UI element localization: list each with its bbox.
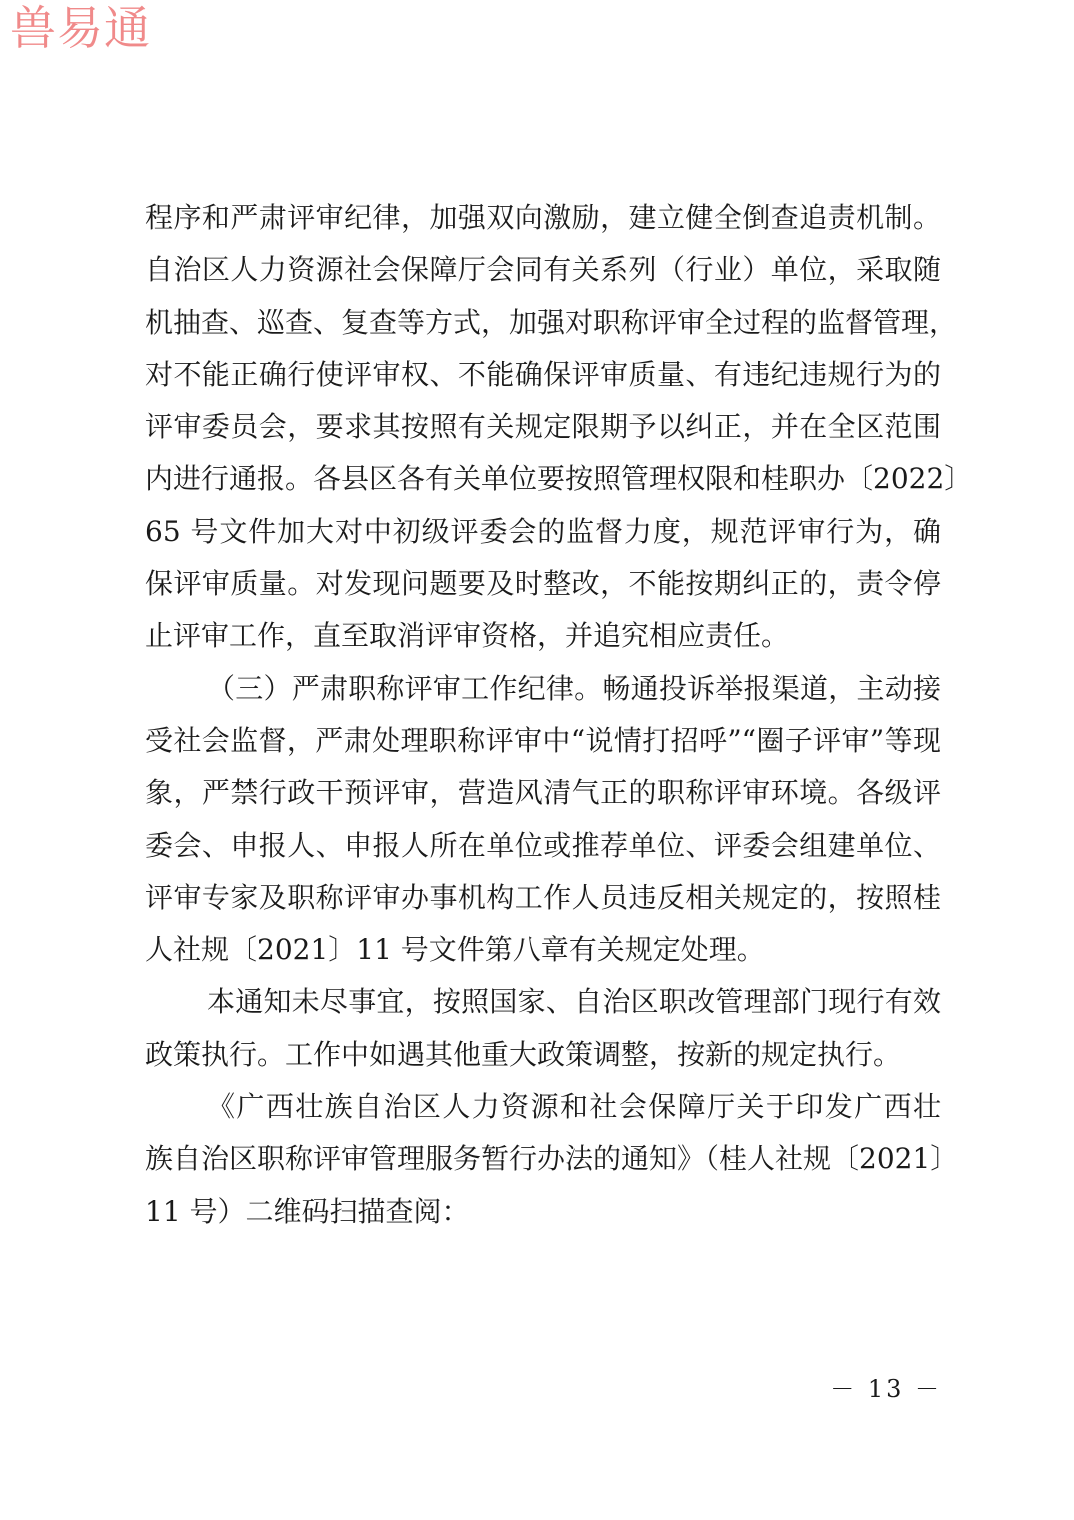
document-body [145,192,973,1238]
text-line: 委会、申报人、申报人所在单位或推荐单位、评委会组建单位、 [145,828,941,862]
text-line: 评审专家及职称评审办事机构工作人员违反相关规定的，按照桂 [145,880,941,914]
text-line: 对不能正确行使评审权、不能确保评审质量、有违纪违规行为的 [145,357,941,391]
text-line: 11 号）二维码扫描查阅： [145,1194,470,1228]
text-line: 自治区人力资源社会保障厅会同有关系列（行业）单位，采取随 [145,253,941,287]
text-line: 评审委员会，要求其按照有关规定限期予以纠正，并在全区范围 [145,410,941,444]
text-line: 族自治区职称评审管理服务暂行办法的通知》（桂人社规〔2021〕 [145,1142,959,1176]
text-line: 政策执行。工作中如遇其他重大政策调整，按新的规定执行。 [145,1037,902,1071]
text-line: 保评审质量。对发现问题要及时整改，不能按期纠正的，责令停 [145,567,941,601]
text-line: 程序和严肃评审纪律，加强双向激励，建立健全倒查追责机制。 [145,201,941,234]
text-line: 本通知未尽事宜，按照国家、自治区职改管理部门现行有效 [207,985,941,1019]
text-line: 象，严禁行政干预评审，营造风清气正的职称评审环境。各级评 [145,776,941,810]
text-line: 内进行通报。各县区各有关单位要按照管理权限和桂职办〔2022〕 [145,462,973,496]
text-line: 受社会监督，严肃处理职称评审中“说情打招呼”“圈子评审”等现 [145,723,941,757]
watermark-logo: 兽易通 [10,1,151,55]
page-number: － 13 － [830,1375,942,1403]
text-line: 人社规〔2021〕11 号文件第八章有关规定处理。 [145,933,765,967]
text-line: 《广西壮族自治区人力资源和社会保障厅关于印发广西壮 [207,1090,941,1124]
text-line: （三）严肃职称评审工作纪律。畅通投诉举报渠道，主动接 [207,671,941,705]
text-line: 止评审工作，直至取消评审资格，并追究相应责任。 [145,619,790,653]
text-line: 65 号文件加大对中初级评委会的监督力度，规范评审行为，确 [145,514,941,548]
text-line: 机抽查、巡查、复查等方式，加强对职称评审全过程的监督管理， [145,305,958,339]
